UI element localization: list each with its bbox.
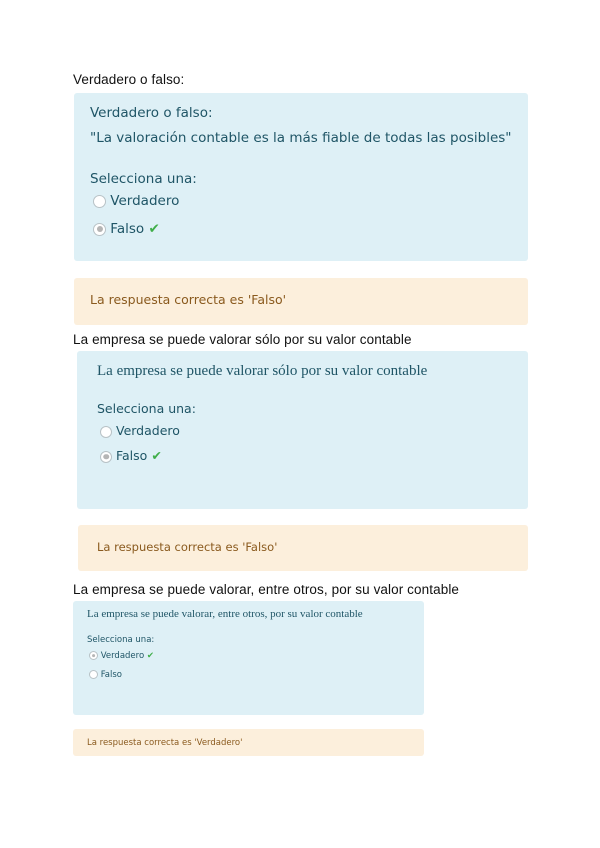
question-2-box	[77, 351, 528, 509]
option-label: Falso	[110, 221, 145, 237]
question-1-option-verdadero[interactable]	[93, 193, 179, 209]
option-label: Falso	[100, 670, 123, 680]
question-2-heading: La empresa se puede valorar sólo por su valor contable	[73, 332, 412, 347]
feedback-text: La respuesta correcta es 'Verdadero'	[87, 738, 243, 748]
option-label: Falso	[115, 448, 148, 463]
option-label: Verdadero	[100, 651, 145, 661]
question-3-option-verdadero[interactable]	[89, 651, 154, 661]
question-2-feedback	[78, 525, 528, 571]
question-3-heading: La empresa se puede valorar, entre otros, por su valor contable	[73, 582, 460, 597]
feedback-text: La respuesta correcta es 'Falso'	[97, 540, 278, 554]
question-2-prompt: Selecciona una:	[97, 401, 196, 416]
question-1-option-falso[interactable]	[93, 221, 160, 237]
question-3-feedback	[73, 729, 424, 756]
radio-button[interactable]	[89, 670, 98, 679]
checkmark-icon: ✔	[151, 448, 162, 463]
checkmark-icon: ✔	[148, 221, 160, 237]
question-1-box	[74, 93, 528, 261]
radio-button-selected[interactable]	[89, 651, 98, 660]
question-3-box	[73, 601, 424, 715]
question-1-feedback	[74, 278, 528, 325]
question-2-text: La empresa se puede valorar sólo por su valor contable	[97, 363, 428, 379]
question-1-text: "La valoración contable es la más fiable de todas las posibles"	[90, 130, 512, 146]
checkmark-icon: ✔	[146, 651, 154, 661]
radio-button[interactable]	[100, 426, 112, 438]
radio-button[interactable]	[93, 195, 106, 208]
question-3-option-falso[interactable]	[89, 670, 122, 680]
question-3-text: La empresa se puede valorar, entre otros, por su valor contable	[87, 608, 363, 620]
question-2-option-verdadero[interactable]	[100, 423, 180, 438]
question-2-option-falso[interactable]	[100, 448, 162, 463]
option-label: Verdadero	[115, 423, 180, 438]
question-1-prompt: Selecciona una:	[90, 171, 197, 187]
question-3-prompt: Selecciona una:	[87, 635, 155, 645]
radio-button-selected[interactable]	[100, 451, 112, 463]
radio-button-selected[interactable]	[93, 223, 106, 236]
option-label: Verdadero	[110, 193, 180, 209]
question-1-label: Verdadero o falso:	[90, 105, 213, 121]
question-1-heading: Verdadero o falso:	[73, 72, 185, 87]
feedback-text: La respuesta correcta es 'Falso'	[90, 292, 287, 307]
